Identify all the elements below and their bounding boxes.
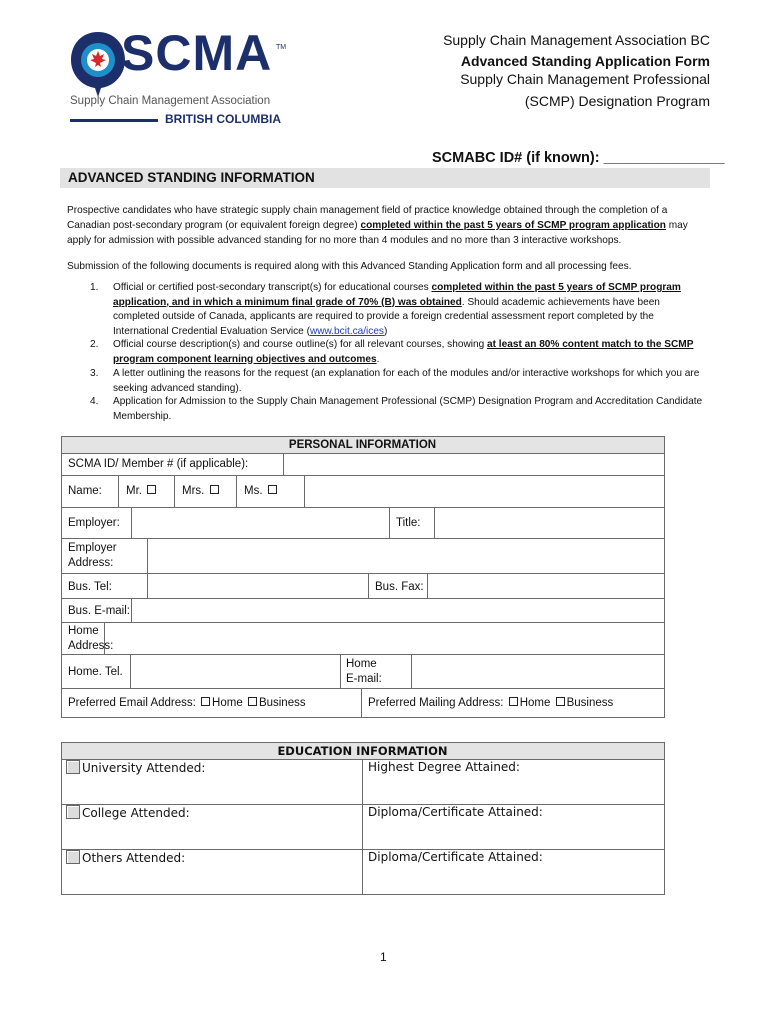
ices-link[interactable]: www.bcit.ca/ices <box>309 325 384 337</box>
home-address-input[interactable] <box>105 623 664 654</box>
bus-fax-label: Bus. Fax: <box>375 581 424 593</box>
scma-id-input[interactable] <box>284 454 664 475</box>
requirement-4: Application for Admission to the Supply Chain Management Professional (SCMP) Designation Program and Accreditation Candidate Membership. <box>113 396 703 422</box>
bus-tel-input[interactable] <box>148 574 368 598</box>
highest-degree-label: Highest Degree Attained: <box>368 760 520 774</box>
intro-paragraph: Prospective candidates who have strategic supply chain management field of practice knowledge obtained through the completion of a Canadian post-secondary program (or equivalent foreign degree) completed within the past 5 years of SCMP program application may apply for admission with possible advanced standing for no more than 4 modules and no more than 3 interactive workshops. <box>67 205 688 246</box>
checkbox-icon[interactable] <box>509 697 518 706</box>
checkbox-icon[interactable] <box>147 485 156 494</box>
title-mrs-option[interactable]: Mrs. <box>182 484 221 499</box>
req-num: 2. <box>90 339 99 350</box>
employer-label: Employer: <box>68 517 120 529</box>
home-email-input[interactable] <box>412 655 664 688</box>
section-bar <box>60 168 710 188</box>
page-number: 1 <box>380 950 387 964</box>
bus-email-label: Bus. E-mail: <box>68 605 130 617</box>
personal-info-header: PERSONAL INFORMATION <box>61 437 664 453</box>
title-label: Title: <box>396 517 421 529</box>
employer-input[interactable] <box>132 508 389 538</box>
title-mr-option[interactable]: Mr. <box>126 484 158 499</box>
home-address-label: Home Address: <box>68 625 114 652</box>
requirement-1: Official or certified post-secondary transcript(s) for educational courses completed within the past 5 years of SCMP program application, and in which a minimum final grade of 70% (B) was obtained. Should academic achievements have been completed outside of Canada, applicants are required to provide a foreign credential assessment report completed by the International Credential Evaluation Service (www.bcit.ca/ices) <box>113 282 681 337</box>
checkbox-icon[interactable] <box>66 760 80 774</box>
checkbox-icon[interactable] <box>66 805 80 819</box>
logo-trademark: TM <box>276 44 287 51</box>
bus-tel-label: Bus. Tel: <box>68 581 112 593</box>
name-input[interactable] <box>305 476 664 507</box>
submission-paragraph: Submission of the following documents is required along with this Advanced Standing Application form and all processing fees. <box>67 261 632 272</box>
title-ms-option[interactable]: Ms. <box>244 484 279 499</box>
logo-region: BRITISH COLUMBIA <box>165 112 281 126</box>
others-attended[interactable]: Others Attended: <box>66 850 185 865</box>
header-program-2: (SCMP) Designation Program <box>524 93 710 109</box>
scma-id-label: SCMA ID/ Member # (if applicable): <box>68 458 249 470</box>
checkbox-icon[interactable] <box>248 697 257 706</box>
header-form-title: Advanced Standing Application Form <box>460 53 710 69</box>
logo-wordmark: SCMA <box>121 25 273 81</box>
header-program-1: Supply Chain Management Professional <box>460 71 710 87</box>
employer-address-label: Employer Address: <box>68 542 117 569</box>
university-attended[interactable]: University Attended: <box>66 760 205 775</box>
preferred-mailing-row: Preferred Mailing Address: Home Business <box>368 697 614 709</box>
checkbox-icon[interactable] <box>201 697 210 706</box>
logo-subtitle: Supply Chain Management Association <box>70 95 271 107</box>
college-attended[interactable]: College Attended: <box>66 805 190 820</box>
scmabc-id-field[interactable]: SCMABC ID# (if known): _______________ <box>432 150 725 166</box>
home-tel-label: Home. Tel. <box>68 666 123 678</box>
header-org: Supply Chain Management Association BC <box>443 32 710 48</box>
req-num: 4. <box>90 396 99 407</box>
home-email-label: Home E-mail: <box>346 658 382 685</box>
preferred-email-row: Preferred Email Address: Home Business <box>68 697 306 709</box>
bus-fax-input[interactable] <box>428 574 664 598</box>
name-label: Name: <box>68 485 102 497</box>
checkbox-icon[interactable] <box>66 850 80 864</box>
college-diploma-label: Diploma/Certificate Attained: <box>368 805 543 819</box>
section-title: ADVANCED STANDING INFORMATION <box>68 170 315 185</box>
checkbox-icon[interactable] <box>556 697 565 706</box>
bus-email-input[interactable] <box>132 599 664 622</box>
home-tel-input[interactable] <box>131 655 340 688</box>
employer-address-input[interactable] <box>148 539 664 573</box>
checkbox-icon[interactable] <box>268 485 277 494</box>
req-num: 1. <box>90 282 99 293</box>
others-diploma-label: Diploma/Certificate Attained: <box>368 850 543 864</box>
logo-divider <box>70 119 158 122</box>
title-input[interactable] <box>435 508 664 538</box>
requirement-2: Official course description(s) and course outline(s) for all relevant courses, showing at least an 80% content match to the SCMP program component learning objectives and outcomes. <box>113 339 694 365</box>
checkbox-icon[interactable] <box>210 485 219 494</box>
logo-emblem-icon <box>68 28 128 98</box>
req-num: 3. <box>90 368 99 379</box>
education-header: EDUCATION INFORMATION <box>61 743 664 759</box>
requirement-3: A letter outlining the reasons for the request (an explanation for each of the modules and/or interactive workshops for which you are seeking advanced standing). <box>113 368 700 394</box>
